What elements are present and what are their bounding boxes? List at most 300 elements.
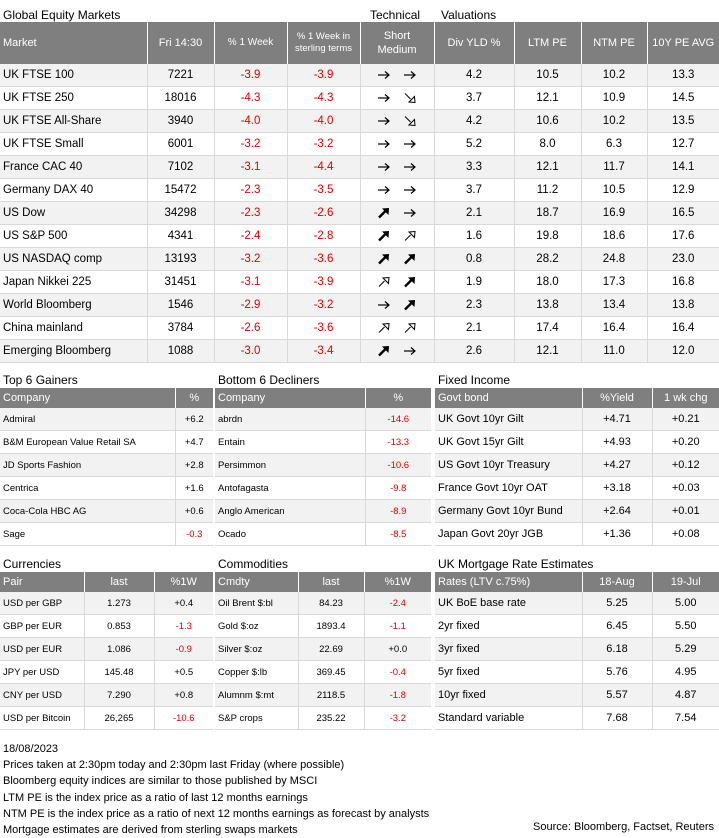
pct-change: +4.7: [175, 431, 213, 454]
gainer-row: [0, 523, 213, 546]
equity-row: [0, 202, 719, 225]
pct-change: -8.9: [365, 500, 431, 523]
col-week: % 1 Week: [214, 22, 287, 64]
rate-name: Standard variable: [435, 707, 582, 730]
week-change: -2.3: [214, 202, 287, 225]
rate-current: 7.68: [582, 707, 652, 730]
currencies-table: [0, 572, 213, 730]
bond-row: [435, 500, 719, 523]
right-arrow-icon: [403, 161, 417, 173]
commodity-name: Silver $:oz: [215, 638, 298, 661]
equity-row: [0, 225, 719, 248]
gainers-title: Top 6 Gainers: [3, 373, 78, 387]
commodity-name: Copper $:lb: [215, 661, 298, 684]
valuations-title: Valuations: [441, 8, 497, 22]
week-change-sterling: -3.5: [287, 179, 360, 202]
technical-arrows: [360, 64, 434, 87]
commodities-table: [215, 572, 431, 730]
currency-row: [0, 707, 213, 730]
market-name: Japan Nikkei 225: [0, 271, 147, 294]
commodities-title: Commodities: [218, 557, 289, 571]
week-change-sterling: -4.3: [287, 87, 360, 110]
ltm-pe: 12.1: [514, 340, 581, 363]
commodity-last: 235.22: [298, 707, 364, 730]
rate-current: 5.57: [582, 684, 652, 707]
decliner-row: [215, 408, 431, 431]
mort-col-now: 18-Aug: [582, 572, 652, 592]
technical-arrows: [360, 294, 434, 317]
week-change-sterling: -3.4: [287, 340, 360, 363]
ntm-pe: 10.9: [581, 87, 647, 110]
gainer-row: [0, 500, 213, 523]
div-yield: 3.3: [434, 156, 514, 179]
week-change: -2.4: [214, 225, 287, 248]
company-name: Sage: [0, 523, 175, 546]
fi-col-chg: 1 wk chg: [652, 388, 719, 408]
price: 3784: [147, 317, 214, 340]
commodity-change: -1.1: [364, 615, 431, 638]
rate-current: 5.25: [582, 592, 652, 615]
commodity-last: 84.23: [298, 592, 364, 615]
rate-name: 3yr fixed: [435, 638, 582, 661]
pe-avg: 13.5: [647, 110, 719, 133]
commodity-name: S&P crops: [215, 707, 298, 730]
bond-change: +0.20: [652, 431, 719, 454]
rate-name: 2yr fixed: [435, 615, 582, 638]
ltm-pe: 11.2: [514, 179, 581, 202]
rate-current: 5.76: [582, 661, 652, 684]
equity-row: [0, 110, 719, 133]
price: 34298: [147, 202, 214, 225]
pct-change: -9.8: [365, 477, 431, 500]
right-arrow-icon: [377, 69, 391, 81]
equity-row: [0, 248, 719, 271]
up-right-bold-arrow-icon: [403, 299, 417, 311]
price: 31451: [147, 271, 214, 294]
mortgage-row: [435, 592, 719, 615]
div-yield: 2.1: [434, 317, 514, 340]
bond-change: +0.03: [652, 477, 719, 500]
gainer-row: [0, 408, 213, 431]
market-name: UK FTSE 100: [0, 64, 147, 87]
bond-row: [435, 454, 719, 477]
cur-col-pair: Pair: [0, 572, 84, 592]
company-name: Anglo American: [215, 500, 365, 523]
ntm-pe: 13.4: [581, 294, 647, 317]
currency-row: [0, 638, 213, 661]
div-yield: 1.6: [434, 225, 514, 248]
bond-yield: +2.64: [582, 500, 652, 523]
ltm-pe: 8.0: [514, 133, 581, 156]
ltm-pe: 17.4: [514, 317, 581, 340]
currency-pair: JPY per USD: [0, 661, 84, 684]
div-yield: 2.6: [434, 340, 514, 363]
commodity-last: 2118.5: [298, 684, 364, 707]
fx-last: 0.853: [84, 615, 154, 638]
bond-row: [435, 523, 719, 546]
rate-previous: 5.29: [652, 638, 719, 661]
decliners-col-company: Company: [215, 388, 365, 408]
market-name: UK FTSE All-Share: [0, 110, 147, 133]
cmd-col-chg: %1W: [364, 572, 431, 592]
up-right-bold-arrow-icon: [377, 253, 391, 265]
equity-title: Global Equity Markets: [3, 8, 121, 22]
ltm-pe: 13.8: [514, 294, 581, 317]
note-line: Bloomberg equity indices are similar to those published by MSCI: [3, 775, 318, 788]
mort-col-rates: Rates (LTV c.75%): [435, 572, 582, 592]
note-date: 18/08/2023: [3, 743, 59, 755]
week-change: -3.1: [214, 156, 287, 179]
right-arrow-icon: [403, 69, 417, 81]
ntm-pe: 10.2: [581, 110, 647, 133]
equity-row: [0, 87, 719, 110]
up-right-outline-arrow-icon: [377, 322, 391, 334]
commodity-row: [215, 707, 431, 730]
week-change: -4.3: [214, 87, 287, 110]
bond-yield: +4.93: [582, 431, 652, 454]
note-line: NTM PE is the index price as a ratio of next 12 months earnings as forecast by analysts: [3, 807, 430, 820]
price: 3940: [147, 110, 214, 133]
ltm-pe: 12.1: [514, 87, 581, 110]
mortgage-row: [435, 638, 719, 661]
company-name: Entain: [215, 431, 365, 454]
pe-avg: 16.5: [647, 202, 719, 225]
bond-change: +0.08: [652, 523, 719, 546]
week-change-sterling: -3.2: [287, 133, 360, 156]
ltm-pe: 18.0: [514, 271, 581, 294]
down-right-outline-arrow-icon: [403, 92, 417, 104]
pe-avg: 14.5: [647, 87, 719, 110]
pct-change: +0.6: [175, 500, 213, 523]
pe-avg: 12.9: [647, 179, 719, 202]
week-change: -3.1: [214, 271, 287, 294]
bond-yield: +4.27: [582, 454, 652, 477]
gainer-row: [0, 477, 213, 500]
technical-arrows: [360, 271, 434, 294]
commodity-row: [215, 592, 431, 615]
note-line: LTM PE is the index price as a ratio of last 12 months earnings: [3, 791, 308, 804]
fx-last: 26,265: [84, 707, 154, 730]
company-name: B&M European Value Retail SA: [0, 431, 175, 454]
equity-row: [0, 64, 719, 87]
company-name: Admiral: [0, 408, 175, 431]
bond-row: [435, 408, 719, 431]
ntm-pe: 17.3: [581, 271, 647, 294]
col-div: Div YLD %: [434, 22, 514, 64]
up-right-outline-arrow-icon: [403, 230, 417, 242]
bond-yield: +3.18: [582, 477, 652, 500]
col-week-sterling: % 1 Week in sterling terms: [287, 22, 360, 64]
decliner-row: [215, 523, 431, 546]
fx-change: +0.5: [154, 661, 213, 684]
ntm-pe: 6.3: [581, 133, 647, 156]
week-change-sterling: -3.6: [287, 317, 360, 340]
up-right-bold-arrow-icon: [377, 230, 391, 242]
fixed-income-title: Fixed Income: [438, 373, 511, 387]
commodity-row: [215, 615, 431, 638]
currencies-title: Currencies: [3, 557, 62, 571]
week-change-sterling: -3.9: [287, 271, 360, 294]
equity-row: [0, 340, 719, 363]
ntm-pe: 16.4: [581, 317, 647, 340]
currency-pair: GBP per EUR: [0, 615, 84, 638]
price: 6001: [147, 133, 214, 156]
gainers-col-pct: %: [175, 388, 213, 408]
price: 13193: [147, 248, 214, 271]
price: 1088: [147, 340, 214, 363]
fx-last: 1.273: [84, 592, 154, 615]
col-price: Fri 14:30: [147, 22, 214, 64]
decliners-table: [215, 388, 431, 546]
week-change-sterling: -2.6: [287, 202, 360, 225]
technical-arrows: [360, 156, 434, 179]
commodity-name: Oil Brent $:bl: [215, 592, 298, 615]
currency-row: [0, 684, 213, 707]
technical-arrows: [360, 317, 434, 340]
rate-previous: 5.00: [652, 592, 719, 615]
equity-row: [0, 317, 719, 340]
pct-change: +2.8: [175, 454, 213, 477]
rate-previous: 7.54: [652, 707, 719, 730]
fx-change: -10.6: [154, 707, 213, 730]
week-change: -3.0: [214, 340, 287, 363]
ltm-pe: 19.8: [514, 225, 581, 248]
ltm-pe: 10.6: [514, 110, 581, 133]
fx-last: 1.086: [84, 638, 154, 661]
decliner-row: [215, 454, 431, 477]
currency-row: [0, 661, 213, 684]
price: 15472: [147, 179, 214, 202]
ntm-pe: 11.0: [581, 340, 647, 363]
equity-row: [0, 156, 719, 179]
company-name: abrdn: [215, 408, 365, 431]
up-right-bold-arrow-icon: [403, 253, 417, 265]
currency-pair: CNY per USD: [0, 684, 84, 707]
fi-col-bond: Govt bond: [435, 388, 582, 408]
week-change: -3.2: [214, 248, 287, 271]
up-right-bold-arrow-icon: [403, 276, 417, 288]
commodity-change: -3.2: [364, 707, 431, 730]
price: 7102: [147, 156, 214, 179]
up-right-outline-arrow-icon: [377, 276, 391, 288]
commodity-last: 1893.4: [298, 615, 364, 638]
week-change: -2.6: [214, 317, 287, 340]
company-name: Centrica: [0, 477, 175, 500]
pe-avg: 13.3: [647, 64, 719, 87]
market-name: UK FTSE 250: [0, 87, 147, 110]
bond-change: +0.01: [652, 500, 719, 523]
commodity-change: -1.8: [364, 684, 431, 707]
note-line: Prices taken at 2:30pm today and 2:30pm last Friday (where possible): [3, 759, 345, 772]
right-arrow-icon: [377, 138, 391, 150]
note-line: Mortgage estimates are derived from sterling swaps markets: [3, 824, 298, 837]
week-change: -2.9: [214, 294, 287, 317]
div-yield: 5.2: [434, 133, 514, 156]
rate-name: 5yr fixed: [435, 661, 582, 684]
pe-avg: 16.8: [647, 271, 719, 294]
bond-name: UK Govt 15yr Gilt: [435, 431, 582, 454]
div-yield: 2.3: [434, 294, 514, 317]
right-arrow-icon: [403, 138, 417, 150]
right-arrow-icon: [403, 345, 417, 357]
company-name: Antofagasta: [215, 477, 365, 500]
pct-change: -0.3: [175, 523, 213, 546]
commodity-row: [215, 661, 431, 684]
bond-name: US Govt 10yr Treasury: [435, 454, 582, 477]
col-market: Market: [0, 22, 147, 64]
pct-change: +1.6: [175, 477, 213, 500]
pe-avg: 16.4: [647, 317, 719, 340]
ntm-pe: 10.2: [581, 64, 647, 87]
commodity-change: +0.0: [364, 638, 431, 661]
bond-name: UK Govt 10yr Gilt: [435, 408, 582, 431]
pe-avg: 14.1: [647, 156, 719, 179]
rate-previous: 4.87: [652, 684, 719, 707]
ltm-pe: 28.2: [514, 248, 581, 271]
mort-col-prev: 19-Jul: [652, 572, 719, 592]
technical-arrows: [360, 110, 434, 133]
rate-previous: 4.95: [652, 661, 719, 684]
market-name: US S&P 500: [0, 225, 147, 248]
market-name: World Bloomberg: [0, 294, 147, 317]
week-change: -3.2: [214, 133, 287, 156]
price: 4341: [147, 225, 214, 248]
gainers-table: [0, 388, 213, 546]
down-right-outline-arrow-icon: [403, 115, 417, 127]
div-yield: 0.8: [434, 248, 514, 271]
fx-last: 145.48: [84, 661, 154, 684]
commodity-last: 22.69: [298, 638, 364, 661]
market-name: Emerging Bloomberg: [0, 340, 147, 363]
fx-change: -0.9: [154, 638, 213, 661]
right-arrow-icon: [377, 161, 391, 173]
mortgage-table: [435, 572, 719, 730]
pe-avg: 17.6: [647, 225, 719, 248]
bond-change: +0.12: [652, 454, 719, 477]
pct-change: -8.5: [365, 523, 431, 546]
week-change-sterling: -4.0: [287, 110, 360, 133]
div-yield: 1.9: [434, 271, 514, 294]
mortgage-row: [435, 661, 719, 684]
equity-row: [0, 271, 719, 294]
commodity-name: Gold $:oz: [215, 615, 298, 638]
footnotes: [3, 741, 429, 838]
market-name: France CAC 40: [0, 156, 147, 179]
fixed-income-table: [435, 388, 719, 546]
pe-avg: 23.0: [647, 248, 719, 271]
gainer-row: [0, 454, 213, 477]
decliner-row: [215, 477, 431, 500]
bond-name: France Govt 10yr OAT: [435, 477, 582, 500]
rate-previous: 5.50: [652, 615, 719, 638]
decliner-row: [215, 500, 431, 523]
pct-change: -14.6: [365, 408, 431, 431]
ntm-pe: 18.6: [581, 225, 647, 248]
ntm-pe: 24.8: [581, 248, 647, 271]
bond-yield: +4.71: [582, 408, 652, 431]
col-avg: 10Y PE AVG: [647, 22, 719, 64]
pct-change: -13.3: [365, 431, 431, 454]
ltm-pe: 18.7: [514, 202, 581, 225]
bond-yield: +1.36: [582, 523, 652, 546]
fx-change: +0.4: [154, 592, 213, 615]
equity-row: [0, 133, 719, 156]
market-name: China mainland: [0, 317, 147, 340]
commodity-change: -0.4: [364, 661, 431, 684]
ntm-pe: 11.7: [581, 156, 647, 179]
up-right-bold-arrow-icon: [377, 345, 391, 357]
bond-row: [435, 431, 719, 454]
right-arrow-icon: [377, 115, 391, 127]
commodity-name: Alumnm $:mt: [215, 684, 298, 707]
gainer-row: [0, 431, 213, 454]
market-name: US NASDAQ comp: [0, 248, 147, 271]
commodity-last: 369.45: [298, 661, 364, 684]
source-note: Source: Bloomberg, Factset, Reuters: [533, 821, 714, 833]
commodity-change: -2.4: [364, 592, 431, 615]
mortgage-row: [435, 615, 719, 638]
equity-row: [0, 294, 719, 317]
pct-change: -10.6: [365, 454, 431, 477]
col-technical: Short Medium: [360, 22, 434, 64]
up-right-outline-arrow-icon: [403, 322, 417, 334]
equity-row: [0, 179, 719, 202]
equity-table: [0, 22, 719, 363]
market-name: Germany DAX 40: [0, 179, 147, 202]
fi-col-yield: %Yield: [582, 388, 652, 408]
market-name: US Dow: [0, 202, 147, 225]
right-arrow-icon: [377, 184, 391, 196]
right-arrow-icon: [377, 92, 391, 104]
bond-change: +0.21: [652, 408, 719, 431]
week-change: -3.9: [214, 64, 287, 87]
mortgage-title: UK Mortgage Rate Estimates: [438, 557, 594, 571]
div-yield: 2.1: [434, 202, 514, 225]
ntm-pe: 10.5: [581, 179, 647, 202]
cmd-col-name: Cmdty: [215, 572, 298, 592]
div-yield: 4.2: [434, 110, 514, 133]
pe-avg: 13.8: [647, 294, 719, 317]
cmd-col-last: last: [298, 572, 364, 592]
ltm-pe: 10.5: [514, 64, 581, 87]
mortgage-row: [435, 707, 719, 730]
ltm-pe: 12.1: [514, 156, 581, 179]
pct-change: +6.2: [175, 408, 213, 431]
market-name: UK FTSE Small: [0, 133, 147, 156]
right-arrow-icon: [403, 184, 417, 196]
company-name: Ocado: [215, 523, 365, 546]
gainers-col-company: Company: [0, 388, 175, 408]
rate-current: 6.18: [582, 638, 652, 661]
decliner-row: [215, 431, 431, 454]
company-name: Coca-Cola HBC AG: [0, 500, 175, 523]
week-change-sterling: -3.9: [287, 64, 360, 87]
pe-avg: 12.7: [647, 133, 719, 156]
cur-col-last: last: [84, 572, 154, 592]
price: 1546: [147, 294, 214, 317]
col-ltm: LTM PE: [514, 22, 581, 64]
decliners-col-pct: %: [365, 388, 431, 408]
price: 7221: [147, 64, 214, 87]
rate-name: UK BoE base rate: [435, 592, 582, 615]
technical-arrows: [360, 202, 434, 225]
fx-last: 7.290: [84, 684, 154, 707]
company-name: JD Sports Fashion: [0, 454, 175, 477]
up-right-bold-arrow-icon: [377, 207, 391, 219]
mortgage-row: [435, 684, 719, 707]
price: 18016: [147, 87, 214, 110]
technical-arrows: [360, 179, 434, 202]
